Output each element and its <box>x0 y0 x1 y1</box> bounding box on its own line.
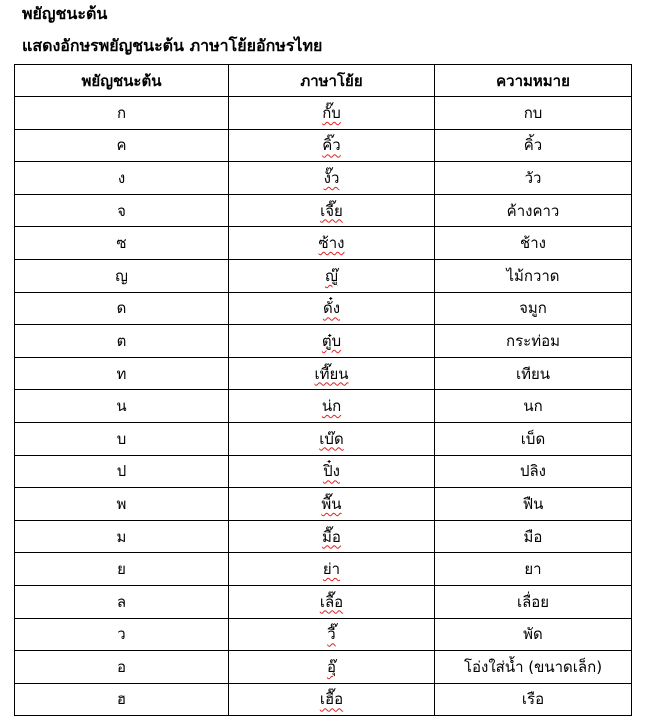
table-row <box>15 325 632 358</box>
yoy-word-text: เบ๊ด <box>319 429 344 448</box>
header-yoy-word: ภาษาโย้ย <box>229 65 435 97</box>
yoy-word-text: เที๊ยน <box>314 364 349 383</box>
consonant-cell: ก <box>15 97 229 130</box>
meaning-cell: กบ <box>435 97 632 130</box>
consonant-cell: ญ <box>15 259 229 292</box>
table-row <box>15 357 632 390</box>
yoy-word-cell <box>229 227 435 260</box>
consonant-cell: บ <box>15 422 229 455</box>
yoy-word-cell <box>229 390 435 423</box>
meaning-cell: จมูก <box>435 292 632 325</box>
consonant-cell: ค <box>15 129 229 162</box>
yoy-word-text: น่ก <box>321 397 342 416</box>
header-meaning: ความหมาย <box>435 65 632 97</box>
table-row <box>15 292 632 325</box>
yoy-word-cell <box>229 488 435 521</box>
table-row <box>15 585 632 618</box>
yoy-word-cell <box>229 325 435 358</box>
yoy-word-cell <box>229 553 435 586</box>
yoy-word-cell <box>229 259 435 292</box>
consonant-cell: จ <box>15 194 229 227</box>
table-row <box>15 390 632 423</box>
table-row <box>15 683 632 716</box>
consonant-cell: ฮ <box>15 683 229 716</box>
meaning-cell: คิ้ว <box>435 129 632 162</box>
yoy-word-text: เลื๊อ <box>319 592 344 611</box>
yoy-word-text: ตู๋บ <box>321 331 342 350</box>
yoy-word-cell <box>229 129 435 162</box>
yoy-word-cell <box>229 422 435 455</box>
yoy-word-text: งั๊ว <box>323 168 340 187</box>
yoy-word-cell <box>229 455 435 488</box>
yoy-word-text: คิ๊ว <box>322 136 341 155</box>
table-row <box>15 618 632 651</box>
meaning-cell: วัว <box>435 162 632 195</box>
consonant-cell: ต <box>15 325 229 358</box>
yoy-word-cell <box>229 162 435 195</box>
meaning-cell: เทียน <box>435 357 632 390</box>
table-row <box>15 422 632 455</box>
yoy-word-text: เจี๊ย <box>320 201 343 220</box>
table-row <box>15 194 632 227</box>
yoy-word-cell <box>229 651 435 684</box>
yoy-word-text: ดั๋ง <box>322 299 341 318</box>
yoy-word-text: กั๊บ <box>322 103 341 122</box>
meaning-cell: เบ็ด <box>435 422 632 455</box>
yoy-word-cell <box>229 97 435 130</box>
meaning-cell: เรือ <box>435 683 632 716</box>
meaning-cell: ช้าง <box>435 227 632 260</box>
yoy-word-cell <box>229 194 435 227</box>
meaning-cell: นก <box>435 390 632 423</box>
yoy-word-cell <box>229 585 435 618</box>
meaning-cell: ยา <box>435 553 632 586</box>
yoy-word-cell <box>229 357 435 390</box>
consonant-table <box>14 64 632 716</box>
consonant-cell: ง <box>15 162 229 195</box>
yoy-word-cell <box>229 520 435 553</box>
yoy-word-text: ซ้าง <box>318 234 345 253</box>
table-row <box>15 651 632 684</box>
table-caption: แสดงอักษรพยัญชนะต้น ภาษาโย้ยอักษรไทย <box>22 36 323 55</box>
yoy-word-cell <box>229 292 435 325</box>
consonant-cell: ซ <box>15 227 229 260</box>
consonant-cell: ท <box>15 357 229 390</box>
consonant-cell: ด <box>15 292 229 325</box>
consonant-cell: อ <box>15 651 229 684</box>
yoy-word-text: อุ๊ <box>326 657 336 676</box>
consonant-cell: ม <box>15 520 229 553</box>
meaning-cell: มือ <box>435 520 632 553</box>
table-row <box>15 227 632 260</box>
meaning-cell: ค้างคาว <box>435 194 632 227</box>
yoy-word-text: ย่า <box>322 560 341 579</box>
table-row <box>15 162 632 195</box>
meaning-cell: กระท่อม <box>435 325 632 358</box>
yoy-word-text: เฮื๊อ <box>319 690 344 709</box>
table-row <box>15 455 632 488</box>
yoy-word-text: ญู๊ <box>325 266 338 285</box>
section-title: พยัญชนะต้น <box>22 4 108 23</box>
table-body <box>15 97 632 716</box>
yoy-word-cell <box>229 618 435 651</box>
table-row <box>15 488 632 521</box>
meaning-cell: ไม้กวาด <box>435 259 632 292</box>
consonant-cell: ป <box>15 455 229 488</box>
consonant-cell: พ <box>15 488 229 521</box>
table-row <box>15 129 632 162</box>
yoy-word-text: ปิ๋ง <box>323 462 340 481</box>
header-consonant: พยัญชนะต้น <box>15 65 229 97</box>
yoy-word-cell <box>229 683 435 716</box>
yoy-word-text: พื๊น <box>321 494 342 513</box>
meaning-cell: เลื่อย <box>435 585 632 618</box>
yoy-word-text: วี๊ <box>327 625 336 644</box>
yoy-word-text: มื๊อ <box>322 527 341 546</box>
consonant-cell: น <box>15 390 229 423</box>
meaning-cell: พัด <box>435 618 632 651</box>
table-header-row <box>15 65 632 97</box>
table-row <box>15 553 632 586</box>
table-row <box>15 259 632 292</box>
meaning-cell: ฟืน <box>435 488 632 521</box>
consonant-cell: ย <box>15 553 229 586</box>
table-row <box>15 97 632 130</box>
consonant-cell: ว <box>15 618 229 651</box>
meaning-cell: ปลิง <box>435 455 632 488</box>
meaning-cell: โอ่งใส่น้ำ (ขนาดเล็ก) <box>435 651 632 684</box>
table-row <box>15 520 632 553</box>
consonant-cell: ล <box>15 585 229 618</box>
